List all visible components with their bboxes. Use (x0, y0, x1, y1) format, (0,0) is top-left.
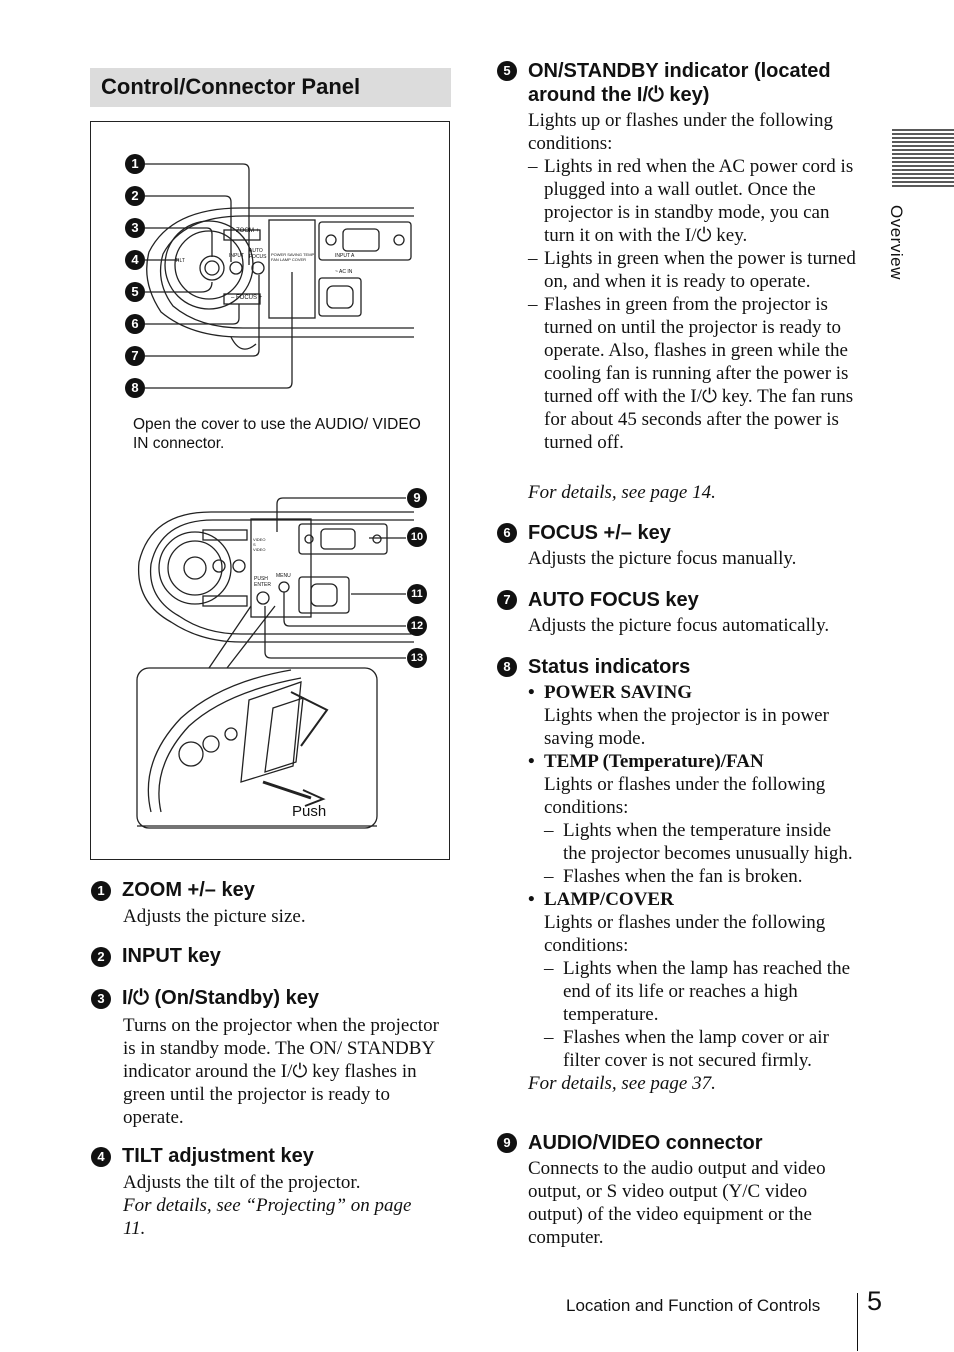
diagram-illustration (91, 122, 451, 861)
callout-4: 4 (125, 250, 145, 270)
item-7-title: AUTO FOCUS key (528, 589, 699, 611)
list-item: • LAMP/COVER (528, 889, 674, 910)
item-4-text: Adjusts the tilt of the projector. (123, 1172, 361, 1193)
item-2-number: 2 (91, 947, 111, 967)
item-1-title: ZOOM +/– key (122, 879, 255, 901)
item-5-dash-3: Flashes in green from the projector is turned on until the projector is ready to operate. Also, flashes in green while the cooling fan is running after the power is turned off with the I/⏻ key. The fan runs for about 45 seconds after the power is turned off. (544, 294, 854, 453)
status-power-saving-label: POWER SAVING (544, 682, 692, 703)
diagram-note: Open the cover to use the AUDIO/ VIDEO IN connector. (133, 416, 421, 452)
label-input: INPUT (229, 253, 244, 259)
status-lamp-cover-text: Lights or flashes under the following conditions: (544, 912, 826, 956)
item-7-body: Adjusts the picture focus automatically. (528, 615, 830, 636)
item-4-number: 4 (91, 1147, 111, 1167)
label-auto-focus: AUTO FOCUS (249, 248, 267, 260)
callout-8: 8 (125, 378, 145, 398)
status-power-saving-text: Lights when the projector is in power saving mode. (544, 705, 829, 749)
callout-3: 3 (125, 218, 145, 238)
list-item: – Lights in green when the power is turned on, and when it is ready to operate. (528, 248, 856, 292)
footer-text: Location and Function of Controls (566, 1296, 821, 1315)
item-4-body (123, 1171, 423, 1240)
section-title: Control/Connector Panel (101, 74, 361, 99)
status-temp-fan-dash-1: Lights when the temperature inside the projector becomes unusually high. (563, 820, 853, 864)
callout-9: 9 (407, 488, 427, 508)
item-5-intro: Lights up or flashes under the following conditions: (528, 110, 834, 154)
list-item: – Lights when the temperature inside the projector becomes unusually high. (544, 820, 853, 864)
callout-10: 10 (407, 527, 427, 547)
item-9-body: Connects to the audio output and video output, or S video output (Y/C video output) of the video equipment or the computer. (528, 1158, 826, 1248)
item-3-number: 3 (91, 989, 111, 1009)
callout-6: 6 (125, 314, 145, 334)
item-2-title: INPUT key (122, 945, 221, 967)
callout-5: 5 (125, 282, 145, 302)
item-5-number: 5 (497, 61, 517, 81)
list-item: • TEMP (Temperature)/FAN (528, 751, 764, 772)
label-input-a: INPUT A (335, 253, 355, 259)
item-4-ref: For details, see “Projecting” on page 11. (123, 1195, 412, 1239)
list-item: – Flashes in green from the projector is turned on until the projector is ready to operate. Also, flashes in green while the cooling fan is running after the power is turned off with the I/⏻ key. The fan runs for about 45 seconds after the power is turned off. (528, 294, 854, 453)
label-ac-in: ~ AC IN (335, 269, 353, 275)
list-item: – Lights when the lamp has reached the end of its life or reaches a high temperature. (544, 958, 851, 1025)
item-8-list (528, 681, 858, 1095)
item-3-title: I/⏻ (On/Standby) key (122, 987, 319, 1009)
status-temp-fan-text: Lights or flashes under the following conditions: (544, 774, 826, 818)
item-8-ref: For details, see page 37. (528, 1073, 716, 1094)
footer-divider (857, 1293, 858, 1351)
item-9-number: 9 (497, 1133, 517, 1153)
push-label: Push (292, 803, 327, 820)
callout-12: 12 (407, 616, 427, 636)
item-8-title: Status indicators (528, 656, 691, 678)
item-8-number: 8 (497, 657, 517, 677)
callout-13: 13 (407, 648, 427, 668)
status-temp-fan-dash-2: Flashes when the fan is broken. (563, 866, 803, 887)
item-4-title: TILT adjustment key (122, 1145, 314, 1167)
list-item: – Flashes when the fan is broken. (544, 866, 803, 887)
item-1-body: Adjusts the picture size. (123, 906, 306, 927)
item-5-ref: For details, see page 14. (528, 482, 716, 503)
sidebar-tab-stripes (892, 128, 954, 190)
item-6-number: 6 (497, 523, 517, 543)
label-push-enter: PUSH ENTER (254, 576, 271, 588)
label-video: VIDEO S VIDEO (253, 537, 266, 552)
item-5-dash-2: Lights in green when the power is turned on, and when it is ready to operate. (544, 248, 856, 292)
status-lamp-cover-label: LAMP/COVER (544, 889, 674, 910)
label-tilt: TILT (175, 258, 185, 264)
item-9-title: AUDIO/VIDEO connector (528, 1132, 763, 1154)
item-5-title-line2: around the I/⏻ key) (528, 84, 710, 106)
list-item: – Flashes when the lamp cover or air filter cover is not secured firmly. (544, 1027, 829, 1071)
item-7-number: 7 (497, 590, 517, 610)
status-lamp-cover-dash-1: Lights when the lamp has reached the end of its life or reaches a high temperature. (563, 958, 851, 1025)
callout-7: 7 (125, 346, 145, 366)
item-3-body: Turns on the projector when the projector is in standby mode. The ON/ STANDBY indicator around the I/⏻ key flashes in green until the projector is ready to operate. (123, 1015, 439, 1128)
section-title-bar (90, 68, 451, 107)
item-6-body: Adjusts the picture focus manually. (528, 548, 797, 569)
callout-2: 2 (125, 186, 145, 206)
sidebar-label: Overview (887, 205, 906, 280)
callout-1: 1 (125, 154, 145, 174)
item-6-title: FOCUS +/– key (528, 522, 671, 544)
list-item: – Lights in red when the AC power cord is plugged into a wall outlet. Once the projector is in standby mode, you can turn it on with the I/⏻ key. (528, 156, 854, 246)
status-lamp-cover-dash-2: Flashes when the lamp cover or air filter cover is not secured firmly. (563, 1027, 829, 1071)
label-zoom: – ZOOM + (231, 228, 260, 234)
status-temp-fan-label: TEMP (Temperature)/FAN (544, 751, 764, 772)
label-menu: MENU (276, 573, 291, 579)
item-5-title (528, 59, 868, 107)
callout-11: 11 (407, 584, 427, 604)
page-number: 5 (867, 1286, 883, 1316)
control-panel-diagram (90, 121, 450, 860)
label-status: POWER SAVING TEMP FAN LAMP COVER (271, 252, 315, 262)
item-5-dash-list (528, 155, 858, 454)
label-focus: – FOCUS + (231, 295, 263, 301)
item-5-dash-1: Lights in red when the AC power cord is plugged into a wall outlet. Once the projector is in standby mode, you can turn it on with the I/⏻ key. (544, 156, 854, 246)
item-5-title-line1: ON/STANDBY indicator (located (528, 60, 831, 82)
item-1-number: 1 (91, 881, 111, 901)
list-item: • POWER SAVING (528, 682, 692, 703)
